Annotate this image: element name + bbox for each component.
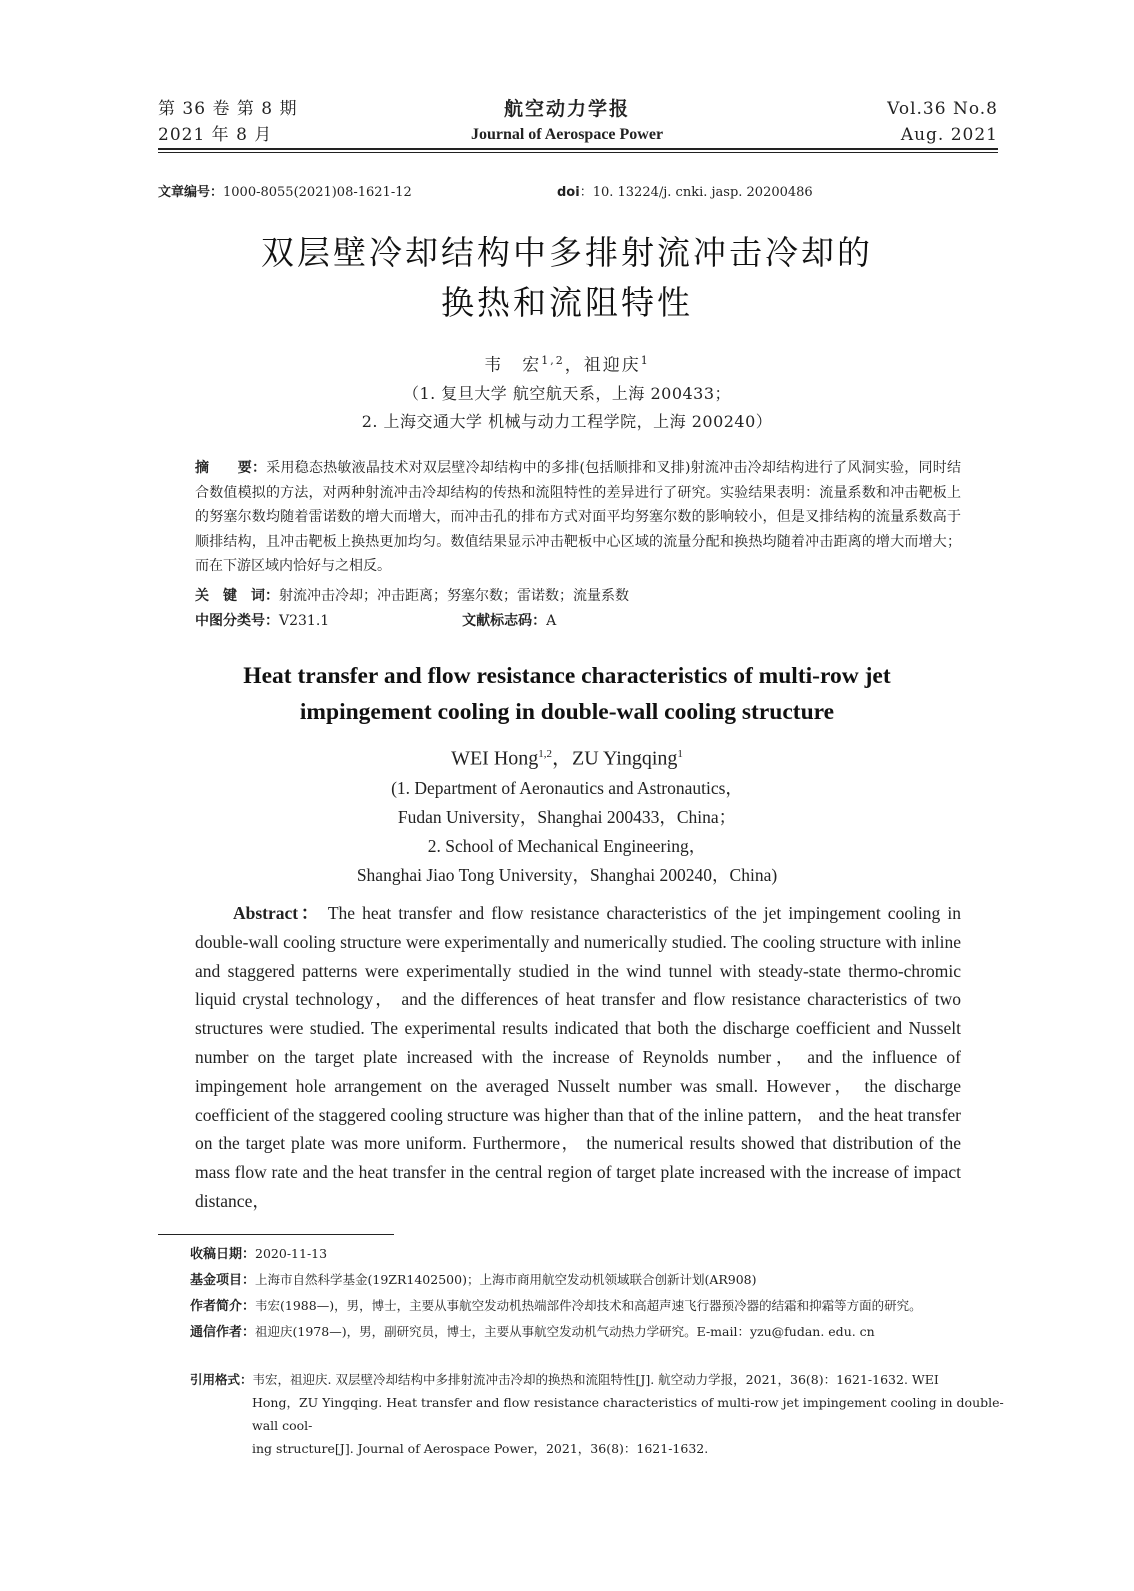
title-cn-line1: 双层壁冷却结构中多排射流冲击冷却的 bbox=[261, 233, 873, 272]
affiliation-en-2: Fudan University，Shanghai 200433，China； bbox=[397, 807, 737, 827]
title-en-line2: impingement cooling in double-wall cooling structure bbox=[299, 699, 835, 725]
clc-value: V231.1 bbox=[279, 613, 330, 629]
author-sep-en: ， bbox=[552, 747, 573, 770]
title-cn bbox=[0, 228, 1134, 328]
footnote-corresponding bbox=[190, 1322, 1010, 1343]
article-number-value: 1000-8055(2021)08-1621-12 bbox=[223, 185, 412, 200]
abstract-en-text: The heat transfer and flow resistance characteristics of the jet impingement cooling in double-wall cooling structure were experimentally and numerically studied. The cooling structure with inline and staggered patterns were experimentally studied in the wind tunnel with steady-state thermo-chromic liquid crystal technology， and the differences of heat transfer and flow resistance characteristics of two structures were studied. The experimental results indicated that both the discharge coefficient and Nusselt number on the target plate increased with the increase of Reynolds number， and the influence of impingement hole arrangement on the averaged Nusselt number was small. However， the discharge coefficient of the staggered cooling structure was higher than that of the inline pattern， and the heat transfer on the target plate was more uniform. Furthermore， the numerical results showed that distribution of the mass flow rate and the heat transfer in the central region of target plate increased with the increase of impact distance， bbox=[195, 903, 962, 1211]
abstract-en-label: Abstract： bbox=[233, 903, 322, 923]
author2-en-aff: 1 bbox=[677, 748, 683, 760]
volume-cn: 第 36 卷 第 8 期 bbox=[158, 99, 298, 119]
author1-en: WEI Hong bbox=[451, 747, 539, 770]
abstract-en bbox=[195, 899, 961, 1216]
citation-line3: ing structure[J]. Journal of Aerospace Power，2021，36(8)：1621-1632. bbox=[252, 1441, 709, 1456]
keywords-cn-label: 关 键 词： bbox=[195, 588, 279, 604]
corresponding-text: 祖迎庆(1978—)，男，副研究员，博士，主要从事航空发动机气动热力学研究。E-mail：yzu@fudan. edu. cn bbox=[255, 1324, 875, 1339]
authors-cn bbox=[0, 348, 1134, 379]
fund-text: 上海市自然科学基金(19ZR1402500)；上海市商用航空发动机领域联合创新计划(AR908) bbox=[255, 1272, 757, 1287]
received-label: 收稿日期： bbox=[190, 1247, 256, 1262]
author2-cn: 祖迎庆 bbox=[583, 355, 641, 376]
corresponding-label: 通信作者： bbox=[190, 1325, 256, 1340]
author2-en: ZU Yingqing bbox=[572, 747, 678, 770]
header-rule-thin bbox=[158, 152, 998, 153]
author2-cn-aff: 1 bbox=[640, 354, 650, 367]
title-en bbox=[0, 658, 1134, 730]
date-cn: 2021 年 8 月 bbox=[158, 125, 273, 145]
affiliation-en-1: (1. Department of Aeronautics and Astronautics， bbox=[391, 778, 743, 798]
doi bbox=[557, 183, 813, 203]
footnote-bio bbox=[190, 1296, 1010, 1317]
article-number-label: 文章编号： bbox=[158, 185, 224, 200]
doi-label: doi bbox=[557, 185, 580, 200]
doi-value: ：10. 13224/j. cnki. jasp. 20200486 bbox=[579, 185, 813, 200]
citation bbox=[190, 1368, 1010, 1460]
footnote-fund bbox=[190, 1270, 1010, 1291]
citation-line1: 韦宏，祖迎庆. 双层壁冷却结构中多排射流冲击冷却的换热和流阻特性[J]. 航空动力学报，2021，36(8)：1621-1632. WEI bbox=[252, 1372, 939, 1387]
volume-en: Vol.36 No.8 bbox=[887, 99, 998, 119]
affiliation-en-3: 2. School of Mechanical Engineering， bbox=[427, 836, 707, 856]
authors-en bbox=[0, 740, 1134, 773]
keywords-cn bbox=[195, 584, 961, 608]
abstract-cn bbox=[195, 456, 961, 579]
bio-text: 韦宏(1988—)，男，博士，主要从事航空发动机热端部件冷却技术和高超声速飞行器预冷器的结霜和抑霜等方面的研究。 bbox=[255, 1298, 922, 1313]
author1-cn-aff: 1,2 bbox=[541, 354, 565, 367]
author1-en-aff: 1,2 bbox=[538, 748, 553, 760]
received-date: 2020-11-13 bbox=[255, 1246, 328, 1261]
date-en: Aug. 2021 bbox=[900, 125, 998, 145]
doc-code-value: A bbox=[546, 613, 557, 629]
affiliation-cn-1: （1. 复旦大学 航空航天系，上海 200433； bbox=[402, 384, 732, 403]
title-cn-line2: 换热和流阻特性 bbox=[441, 283, 693, 322]
fund-label: 基金项目： bbox=[190, 1273, 256, 1288]
classification-cn bbox=[195, 609, 961, 633]
title-en-line1: Heat transfer and flow resistance characteristics of multi-row jet bbox=[243, 663, 891, 689]
article-number bbox=[158, 183, 412, 203]
footnote-received bbox=[190, 1244, 1010, 1265]
footnote-rule bbox=[158, 1234, 394, 1235]
author-sep-cn: ， bbox=[564, 355, 584, 376]
abstract-cn-label: 摘 要： bbox=[195, 460, 267, 476]
citation-line2: Hong，ZU Yingqing. Heat transfer and flow resistance characteristics of multi-row jet impingement cooling in double-wall cool- bbox=[252, 1395, 1004, 1433]
bio-label: 作者简介： bbox=[190, 1299, 256, 1314]
clc-label: 中图分类号： bbox=[195, 613, 279, 629]
keywords-cn-text: 射流冲击冷却；冲击距离；努塞尔数；雷诺数；流量系数 bbox=[279, 588, 629, 604]
affiliations-en bbox=[0, 774, 1134, 890]
journal-name-cn: 航空动力学报 bbox=[503, 98, 630, 120]
affiliation-cn-2: 2. 上海交通大学 机械与动力工程学院，上海 200240） bbox=[361, 412, 773, 431]
affiliation-en-4: Shanghai Jiao Tong University，Shanghai 200240，China) bbox=[356, 865, 778, 885]
author1-cn: 韦 宏 bbox=[484, 355, 542, 376]
header-rule-thick bbox=[158, 148, 998, 150]
doc-code-label: 文献标志码： bbox=[462, 613, 547, 629]
citation-label: 引用格式： bbox=[190, 1372, 253, 1387]
journal-name-en: Journal of Aerospace Power bbox=[470, 126, 664, 143]
affiliations-cn bbox=[0, 380, 1134, 436]
header-volume-en bbox=[887, 96, 998, 148]
abstract-cn-text: 采用稳态热敏液晶技术对双层壁冷却结构中的多排(包括顺排和叉排)射流冲击冷却结构进行了风洞实验，同时结合数值模拟的方法，对两种射流冲击冷却结构的传热和流阻特性的差异进行了研究。实验结果表明：流量系数和冲击靶板上的努塞尔数均随着雷诺数的增大而增大，而冲击孔的排布方式对面平均努塞尔数的影响较小，但是叉排结构的流量系数高于顺排结构，且冲击靶板上换热更加均匀。数值结果显示冲击靶板中心区域的流量分配和换热均随着冲击距离的增大而增大；而在下游区域内恰好与之相反。 bbox=[195, 460, 962, 574]
